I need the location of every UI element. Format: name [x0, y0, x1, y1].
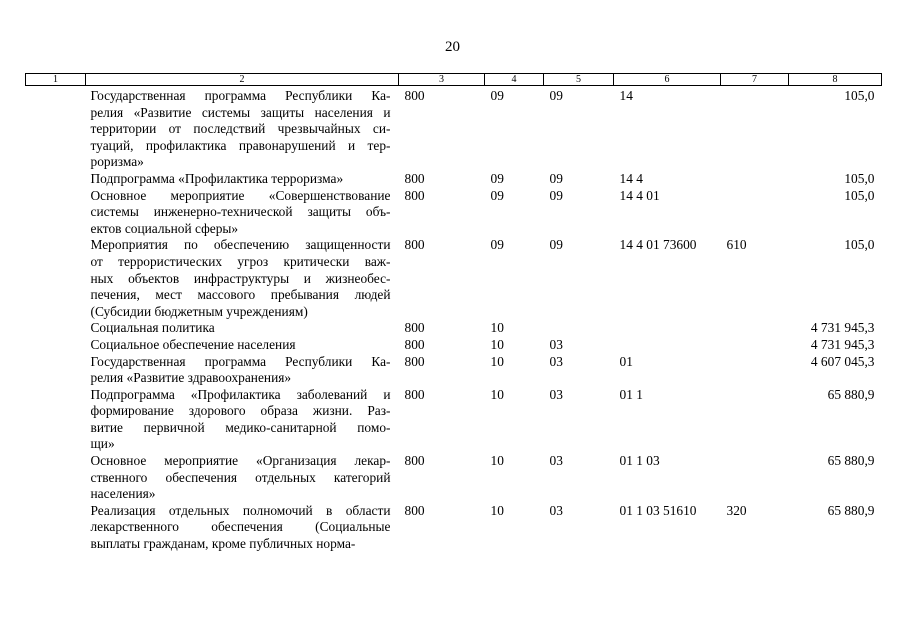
cell-expense-type-code	[721, 387, 789, 453]
page-number: 20	[445, 39, 460, 55]
row-name-line: ных объектов инфраструктуры и жизнеобес-	[90, 270, 391, 286]
cell-target-article-code	[614, 337, 721, 354]
row-name-line: ственного обеспечения отдельных категорий	[90, 469, 391, 485]
cell-col-1	[26, 503, 86, 553]
row-name-line: Социальное обеспечение населения	[90, 336, 296, 352]
row-name	[86, 171, 399, 188]
header-col-7: 7	[721, 74, 789, 86]
table-row	[26, 320, 882, 337]
row-name	[86, 188, 399, 238]
row-name-line: лекарственного обеспечения (Социальные	[90, 519, 391, 535]
row-name	[86, 237, 399, 320]
header-row	[26, 74, 882, 86]
row-name-line: населения»	[90, 486, 156, 502]
cell-section-code: 10	[490, 386, 504, 402]
row-name-line: формирование здорового образа жизни. Раз-	[90, 403, 391, 419]
cell-ministry-code: 800	[404, 88, 425, 103]
cell-subsection-code: 09	[549, 170, 563, 186]
row-name-line: (Субсидии бюджетным учреждениям)	[90, 303, 308, 319]
table-row	[26, 86, 882, 171]
cell-section-code: 10	[490, 320, 504, 336]
cell-ministry-code: 800	[404, 386, 425, 402]
cell-col-1	[26, 171, 86, 188]
cell-section-code: 10	[490, 353, 504, 369]
cell-ministry-code: 800	[404, 353, 425, 369]
cell-ministry-code: 800	[404, 237, 425, 253]
row-name-line: печения, мест массового пребывания людей	[90, 287, 391, 303]
row-name-line: Подпрограмма «Профилактика терроризма»	[90, 170, 344, 186]
cell-target-article-code	[614, 320, 721, 337]
cell-subsection-code: 03	[549, 353, 563, 369]
cell-col-1	[26, 237, 86, 320]
cell-expense-type-code: 320	[726, 502, 747, 518]
cell-section-code: 10	[490, 502, 504, 518]
row-name-line: от террористических угроз критически важ-	[90, 253, 391, 269]
row-name-line: Основное мероприятие «Совершенствование	[90, 187, 391, 203]
header-col-1: 1	[26, 74, 86, 86]
row-name-line: Мероприятия по обеспечению защищенности	[90, 237, 391, 253]
cell-section-code: 09	[490, 88, 504, 103]
cell-ministry-code: 800	[404, 320, 425, 336]
cell-amount: 4 731 945,3	[810, 320, 875, 336]
cell-col-1	[26, 337, 86, 354]
row-name-line: системы инженерно-технической защиты объ-	[90, 204, 391, 220]
table-row	[26, 453, 882, 503]
cell-target-article-code: 01	[619, 353, 633, 369]
cell-subsection-code: 09	[549, 187, 563, 203]
cell-expense-type-code	[721, 337, 789, 354]
table-row	[26, 387, 882, 453]
header-col-2: 2	[86, 74, 399, 86]
cell-amount: 65 880,9	[827, 386, 875, 402]
cell-ministry-code: 800	[404, 187, 425, 203]
row-name-line: роризма»	[90, 154, 144, 170]
cell-target-article-code: 14 4 01	[619, 187, 660, 203]
row-name-line: Социальная политика	[90, 320, 215, 336]
cell-amount: 65 880,9	[827, 502, 875, 518]
row-name-line: релия «Развитие здравоохранения»	[90, 370, 292, 386]
cell-target-article-code: 14	[619, 88, 633, 103]
cell-section-code: 10	[490, 336, 504, 352]
cell-amount: 4 731 945,3	[810, 336, 875, 352]
cell-expense-type-code	[721, 188, 789, 238]
table-row	[26, 188, 882, 238]
cell-col-1	[26, 387, 86, 453]
cell-amount: 105,0	[844, 88, 875, 103]
table-row	[26, 337, 882, 354]
cell-subsection-code: 09	[549, 88, 563, 103]
row-name-line: Основное мероприятие «Организация лекар-	[90, 453, 391, 469]
cell-amount: 105,0	[844, 170, 875, 186]
header-col-5: 5	[544, 74, 614, 86]
cell-col-1	[26, 453, 86, 503]
row-name-line: Подпрограмма «Профилактика заболеваний и	[90, 386, 391, 402]
cell-subsection-code	[544, 320, 614, 337]
cell-subsection-code: 03	[549, 386, 563, 402]
cell-col-1	[26, 86, 86, 171]
cell-section-code: 09	[490, 187, 504, 203]
cell-target-article-code: 01 1	[619, 386, 643, 402]
cell-col-1	[26, 354, 86, 387]
table-row	[26, 354, 882, 387]
cell-subsection-code: 03	[549, 502, 563, 518]
row-name	[86, 354, 399, 387]
table-row	[26, 171, 882, 188]
row-name	[86, 453, 399, 503]
cell-section-code: 09	[490, 170, 504, 186]
cell-expense-type-code	[721, 354, 789, 387]
row-name	[86, 503, 399, 553]
table-body	[26, 86, 882, 553]
cell-expense-type-code	[721, 453, 789, 503]
cell-amount: 105,0	[844, 237, 875, 253]
row-name	[86, 387, 399, 453]
header-col-8: 8	[789, 74, 882, 86]
row-name-line: туаций, профилактика правонарушений и тер-	[90, 137, 391, 153]
header-col-3: 3	[399, 74, 485, 86]
cell-subsection-code: 09	[549, 237, 563, 253]
cell-amount: 65 880,9	[827, 453, 875, 469]
table-row	[26, 503, 882, 553]
cell-subsection-code: 03	[549, 453, 563, 469]
row-name-line: Государственная программа Республики Ка-	[90, 88, 391, 103]
cell-amount: 4 607 045,3	[810, 353, 875, 369]
cell-target-article-code: 14 4 01 73600	[619, 237, 697, 253]
cell-target-article-code: 01 1 03	[619, 453, 660, 469]
header-col-6: 6	[614, 74, 721, 86]
cell-section-code: 09	[490, 237, 504, 253]
row-name	[86, 320, 399, 337]
table-header	[26, 74, 882, 86]
cell-ministry-code: 800	[404, 336, 425, 352]
budget-table	[25, 73, 882, 553]
cell-subsection-code: 03	[549, 336, 563, 352]
cell-ministry-code: 800	[404, 502, 425, 518]
row-name-line: территории от последствий чрезвычайных си-	[90, 121, 391, 137]
cell-expense-type-code	[721, 320, 789, 337]
cell-expense-type-code	[721, 86, 789, 171]
row-name	[86, 337, 399, 354]
cell-col-1	[26, 320, 86, 337]
table-row	[26, 237, 882, 320]
cell-expense-type-code: 610	[726, 237, 747, 253]
cell-amount: 105,0	[844, 187, 875, 203]
row-name-line: витие первичной медико-санитарной помо-	[90, 419, 391, 435]
header-col-4: 4	[485, 74, 544, 86]
row-name-line: ектов социальной сферы»	[90, 220, 239, 236]
cell-target-article-code: 14 4	[619, 170, 643, 186]
cell-section-code: 10	[490, 453, 504, 469]
row-name-line: Государственная программа Республики Ка-	[90, 353, 391, 369]
cell-ministry-code: 800	[404, 170, 425, 186]
cell-col-1	[26, 188, 86, 238]
row-name-line: Реализация отдельных полномочий в области	[90, 502, 391, 518]
row-name-line: релия «Развитие системы защиты населения и	[90, 104, 391, 120]
row-name	[86, 86, 399, 171]
cell-target-article-code: 01 1 03 51610	[619, 502, 697, 518]
cell-ministry-code: 800	[404, 453, 425, 469]
row-name-line: щи»	[90, 436, 115, 452]
row-name-line: выплаты гражданам, кроме публичных норма-	[90, 536, 356, 552]
cell-expense-type-code	[721, 171, 789, 188]
